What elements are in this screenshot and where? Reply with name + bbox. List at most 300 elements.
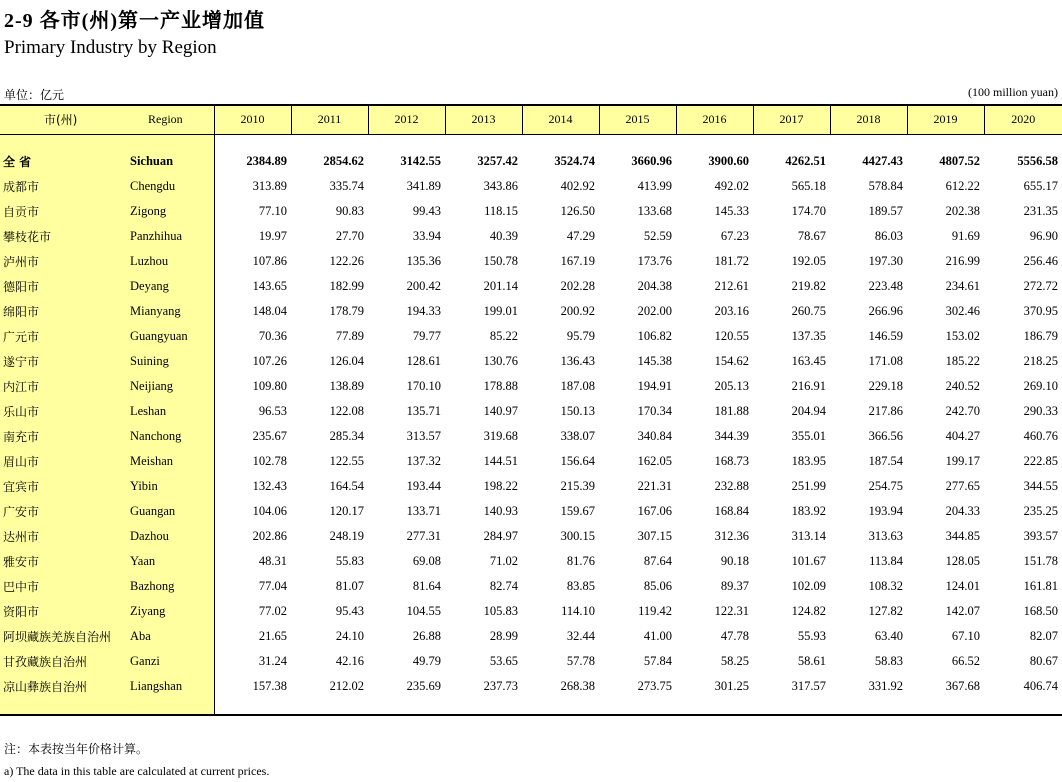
table-row bbox=[0, 349, 1062, 374]
cell-value: 85.22 bbox=[489, 329, 518, 343]
cell-value: 313.14 bbox=[791, 529, 826, 543]
cell-value: 148.04 bbox=[252, 304, 287, 318]
cell-value: 200.92 bbox=[560, 304, 595, 318]
table-row bbox=[0, 324, 1062, 349]
table-row bbox=[0, 649, 1062, 674]
cell-value: 135.71 bbox=[406, 404, 441, 418]
cell-value: 168.84 bbox=[714, 504, 749, 518]
spacer-cell bbox=[214, 699, 291, 715]
spacer-cell bbox=[291, 134, 368, 149]
cell-value: 240.52 bbox=[945, 379, 980, 393]
cell-value: 212.61 bbox=[714, 279, 749, 293]
cell-value: 272.72 bbox=[1023, 279, 1058, 293]
cell-value: 335.74 bbox=[329, 179, 364, 193]
cell-value: 251.99 bbox=[791, 479, 826, 493]
data-table bbox=[0, 104, 1062, 716]
cell-value: 122.08 bbox=[329, 404, 364, 418]
header-region: Region bbox=[128, 105, 214, 134]
cell-value: 133.68 bbox=[637, 204, 672, 218]
cell-region: Deyang bbox=[128, 274, 214, 299]
cell-value: 95.43 bbox=[335, 604, 364, 618]
data-table-container bbox=[0, 104, 1062, 716]
cell-value: 313.57 bbox=[406, 429, 441, 443]
cell-value: 285.34 bbox=[329, 429, 364, 443]
cell-value: 3257.42 bbox=[477, 154, 518, 168]
cell-value: 96.53 bbox=[258, 404, 287, 418]
cell-value: 167.06 bbox=[637, 504, 672, 518]
cell-value: 126.50 bbox=[560, 204, 595, 218]
cell-city: 宜宾市 bbox=[0, 474, 128, 499]
cell-value: 460.76 bbox=[1023, 429, 1058, 443]
cell-value: 58.61 bbox=[797, 654, 826, 668]
cell-value: 82.74 bbox=[489, 579, 518, 593]
cell-value: 96.90 bbox=[1029, 229, 1058, 243]
cell-region: Zigong bbox=[128, 199, 214, 224]
cell-value: 612.22 bbox=[945, 179, 980, 193]
header-year: 2013 bbox=[445, 105, 522, 134]
cell-city: 全 省 bbox=[0, 149, 128, 174]
cell-value: 202.38 bbox=[945, 204, 980, 218]
cell-value: 204.94 bbox=[791, 404, 826, 418]
cell-value: 4807.52 bbox=[939, 154, 980, 168]
cell-value: 109.80 bbox=[252, 379, 287, 393]
cell-region: Dazhou bbox=[128, 524, 214, 549]
cell-value: 413.99 bbox=[637, 179, 672, 193]
cell-value: 186.79 bbox=[1023, 329, 1058, 343]
cell-value: 393.57 bbox=[1023, 529, 1058, 543]
spacer-cell bbox=[0, 699, 128, 715]
cell-value: 132.43 bbox=[252, 479, 287, 493]
page-title-cn: 2-9 各市(州)第一产业增加值 bbox=[4, 10, 265, 32]
cell-value: 183.95 bbox=[791, 454, 826, 468]
header-year: 2018 bbox=[830, 105, 907, 134]
cell-value: 199.17 bbox=[945, 454, 980, 468]
cell-value: 217.86 bbox=[868, 404, 903, 418]
cell-value: 313.63 bbox=[868, 529, 903, 543]
cell-value: 107.86 bbox=[252, 254, 287, 268]
cell-value: 161.81 bbox=[1023, 579, 1058, 593]
cell-value: 124.01 bbox=[945, 579, 980, 593]
cell-value: 81.76 bbox=[566, 554, 595, 568]
cell-value: 102.78 bbox=[252, 454, 287, 468]
cell-value: 202.28 bbox=[560, 279, 595, 293]
cell-value: 102.09 bbox=[791, 579, 826, 593]
spacer-cell bbox=[753, 134, 830, 149]
cell-value: 106.82 bbox=[637, 329, 672, 343]
cell-value: 266.96 bbox=[868, 304, 903, 318]
page-title-en: Primary Industry by Region bbox=[4, 37, 217, 58]
cell-value: 307.15 bbox=[637, 529, 672, 543]
cell-value: 77.04 bbox=[258, 579, 287, 593]
cell-region: Neijiang bbox=[128, 374, 214, 399]
spacer-cell bbox=[128, 134, 214, 149]
spacer-cell bbox=[599, 134, 676, 149]
cell-value: 344.85 bbox=[945, 529, 980, 543]
cell-value: 52.59 bbox=[643, 229, 672, 243]
cell-value: 197.30 bbox=[868, 254, 903, 268]
cell-value: 3142.55 bbox=[400, 154, 441, 168]
cell-value: 366.56 bbox=[868, 429, 903, 443]
cell-value: 256.46 bbox=[1023, 254, 1058, 268]
cell-value: 138.89 bbox=[329, 379, 364, 393]
cell-value: 254.75 bbox=[868, 479, 903, 493]
cell-value: 119.42 bbox=[638, 604, 672, 618]
cell-value: 202.00 bbox=[637, 304, 672, 318]
cell-value: 277.65 bbox=[945, 479, 980, 493]
cell-region: Bazhong bbox=[128, 574, 214, 599]
cell-city: 甘孜藏族自治州 bbox=[0, 649, 128, 674]
cell-value: 90.18 bbox=[720, 554, 749, 568]
cell-value: 135.36 bbox=[406, 254, 441, 268]
cell-value: 67.23 bbox=[720, 229, 749, 243]
cell-value: 338.07 bbox=[560, 429, 595, 443]
cell-value: 340.84 bbox=[637, 429, 672, 443]
cell-value: 133.71 bbox=[406, 504, 441, 518]
cell-value: 28.99 bbox=[489, 629, 518, 643]
table-row bbox=[0, 174, 1062, 199]
cell-value: 331.92 bbox=[868, 679, 903, 693]
cell-value: 234.61 bbox=[945, 279, 980, 293]
cell-city: 巴中市 bbox=[0, 574, 128, 599]
cell-value: 215.39 bbox=[560, 479, 595, 493]
cell-value: 3900.60 bbox=[708, 154, 749, 168]
cell-value: 204.33 bbox=[945, 504, 980, 518]
spacer-cell bbox=[907, 134, 984, 149]
cell-value: 101.67 bbox=[791, 554, 826, 568]
cell-value: 237.73 bbox=[483, 679, 518, 693]
cell-value: 31.24 bbox=[258, 654, 287, 668]
cell-value: 47.29 bbox=[566, 229, 595, 243]
cell-value: 130.76 bbox=[483, 354, 518, 368]
cell-region: Mianyang bbox=[128, 299, 214, 324]
cell-value: 168.73 bbox=[714, 454, 749, 468]
cell-value: 77.02 bbox=[258, 604, 287, 618]
cell-value: 81.64 bbox=[412, 579, 441, 593]
cell-value: 86.03 bbox=[874, 229, 903, 243]
table-row bbox=[0, 374, 1062, 399]
cell-value: 181.72 bbox=[714, 254, 749, 268]
cell-value: 229.18 bbox=[868, 379, 903, 393]
cell-value: 216.99 bbox=[945, 254, 980, 268]
unit-label-cn: 单位：亿元 bbox=[4, 88, 65, 102]
cell-value: 40.39 bbox=[489, 229, 518, 243]
cell-value: 91.69 bbox=[951, 229, 980, 243]
table-row bbox=[0, 524, 1062, 549]
cell-value: 104.55 bbox=[406, 604, 441, 618]
spacer-cell bbox=[830, 699, 907, 715]
spacer-cell bbox=[128, 699, 214, 715]
cell-value: 145.33 bbox=[714, 204, 749, 218]
cell-value: 42.16 bbox=[335, 654, 364, 668]
cell-value: 156.64 bbox=[560, 454, 595, 468]
cell-value: 79.77 bbox=[412, 329, 441, 343]
cell-value: 655.17 bbox=[1023, 179, 1058, 193]
table-row bbox=[0, 624, 1062, 649]
cell-city: 阿坝藏族羌族自治州 bbox=[0, 624, 128, 649]
cell-value: 5556.58 bbox=[1017, 154, 1058, 168]
cell-value: 83.85 bbox=[566, 579, 595, 593]
cell-value: 120.17 bbox=[329, 504, 364, 518]
cell-region: Yaan bbox=[128, 549, 214, 574]
cell-value: 57.84 bbox=[643, 654, 672, 668]
cell-value: 202.86 bbox=[252, 529, 287, 543]
cell-value: 66.52 bbox=[951, 654, 980, 668]
cell-value: 174.70 bbox=[791, 204, 826, 218]
cell-value: 114.10 bbox=[561, 604, 595, 618]
cell-region: Chengdu bbox=[128, 174, 214, 199]
cell-city: 绵阳市 bbox=[0, 299, 128, 324]
header-year: 2015 bbox=[599, 105, 676, 134]
header-city: 市(州) bbox=[0, 105, 128, 134]
cell-city: 泸州市 bbox=[0, 249, 128, 274]
cell-value: 290.33 bbox=[1023, 404, 1058, 418]
cell-value: 63.40 bbox=[874, 629, 903, 643]
cell-value: 203.16 bbox=[714, 304, 749, 318]
cell-value: 32.44 bbox=[566, 629, 595, 643]
cell-value: 140.97 bbox=[483, 404, 518, 418]
header-year: 2016 bbox=[676, 105, 753, 134]
cell-value: 221.31 bbox=[637, 479, 672, 493]
cell-value: 187.54 bbox=[868, 454, 903, 468]
cell-value: 201.14 bbox=[483, 279, 518, 293]
cell-value: 223.48 bbox=[868, 279, 903, 293]
cell-value: 170.10 bbox=[406, 379, 441, 393]
cell-value: 58.83 bbox=[874, 654, 903, 668]
cell-city: 遂宁市 bbox=[0, 349, 128, 374]
cell-region: Ganzi bbox=[128, 649, 214, 674]
table-row bbox=[0, 299, 1062, 324]
cell-value: 151.78 bbox=[1023, 554, 1058, 568]
cell-value: 140.93 bbox=[483, 504, 518, 518]
cell-value: 199.01 bbox=[483, 304, 518, 318]
table-body bbox=[0, 134, 1062, 715]
header-year: 2020 bbox=[984, 105, 1062, 134]
cell-region: Leshan bbox=[128, 399, 214, 424]
cell-value: 41.00 bbox=[643, 629, 672, 643]
cell-value: 58.25 bbox=[720, 654, 749, 668]
table-header-row bbox=[0, 105, 1062, 134]
cell-value: 181.88 bbox=[714, 404, 749, 418]
spacer-cell bbox=[753, 699, 830, 715]
cell-value: 168.50 bbox=[1023, 604, 1058, 618]
cell-value: 167.19 bbox=[560, 254, 595, 268]
footnote-en: a) The data in this table are calculated at current prices. bbox=[4, 764, 270, 778]
footnote-cn: 注：本表按当年价格计算。 bbox=[4, 742, 149, 756]
cell-city: 广元市 bbox=[0, 324, 128, 349]
spacer-cell bbox=[599, 699, 676, 715]
table-row bbox=[0, 249, 1062, 274]
cell-region: Yibin bbox=[128, 474, 214, 499]
table-row bbox=[0, 674, 1062, 699]
cell-value: 189.57 bbox=[868, 204, 903, 218]
spacer-cell bbox=[368, 699, 445, 715]
cell-region: Luzhou bbox=[128, 249, 214, 274]
cell-value: 108.32 bbox=[868, 579, 903, 593]
header-year: 2011 bbox=[291, 105, 368, 134]
cell-value: 107.26 bbox=[252, 354, 287, 368]
cell-value: 231.35 bbox=[1023, 204, 1058, 218]
table-row bbox=[0, 274, 1062, 299]
cell-value: 301.25 bbox=[714, 679, 749, 693]
table-row bbox=[0, 549, 1062, 574]
cell-value: 144.51 bbox=[483, 454, 518, 468]
cell-city: 达州市 bbox=[0, 524, 128, 549]
cell-value: 248.19 bbox=[329, 529, 364, 543]
cell-value: 344.39 bbox=[714, 429, 749, 443]
cell-value: 343.86 bbox=[483, 179, 518, 193]
cell-city: 资阳市 bbox=[0, 599, 128, 624]
cell-value: 2384.89 bbox=[246, 154, 287, 168]
cell-value: 341.89 bbox=[406, 179, 441, 193]
cell-value: 317.57 bbox=[791, 679, 826, 693]
cell-value: 163.45 bbox=[791, 354, 826, 368]
header-year: 2014 bbox=[522, 105, 599, 134]
cell-value: 89.37 bbox=[720, 579, 749, 593]
cell-value: 128.61 bbox=[406, 354, 441, 368]
table-row bbox=[0, 474, 1062, 499]
cell-value: 277.31 bbox=[406, 529, 441, 543]
cell-value: 235.67 bbox=[252, 429, 287, 443]
cell-region: Ziyang bbox=[128, 599, 214, 624]
cell-value: 232.88 bbox=[714, 479, 749, 493]
spacer-cell bbox=[830, 134, 907, 149]
cell-value: 24.10 bbox=[335, 629, 364, 643]
header-year: 2012 bbox=[368, 105, 445, 134]
cell-value: 565.18 bbox=[791, 179, 826, 193]
cell-value: 4262.51 bbox=[785, 154, 826, 168]
cell-value: 19.97 bbox=[258, 229, 287, 243]
cell-value: 205.13 bbox=[714, 379, 749, 393]
cell-value: 162.05 bbox=[637, 454, 672, 468]
cell-value: 80.67 bbox=[1029, 654, 1058, 668]
spacer-cell bbox=[907, 699, 984, 715]
cell-value: 26.88 bbox=[412, 629, 441, 643]
cell-value: 21.65 bbox=[258, 629, 287, 643]
cell-value: 183.92 bbox=[791, 504, 826, 518]
cell-value: 178.79 bbox=[329, 304, 364, 318]
table-row bbox=[0, 399, 1062, 424]
cell-value: 284.97 bbox=[483, 529, 518, 543]
cell-value: 57.78 bbox=[566, 654, 595, 668]
cell-value: 404.27 bbox=[945, 429, 980, 443]
cell-value: 33.94 bbox=[412, 229, 441, 243]
spacer-cell bbox=[291, 699, 368, 715]
cell-value: 367.68 bbox=[945, 679, 980, 693]
cell-value: 105.83 bbox=[483, 604, 518, 618]
cell-value: 235.25 bbox=[1023, 504, 1058, 518]
spacer-cell bbox=[676, 134, 753, 149]
cell-value: 2854.62 bbox=[323, 154, 364, 168]
cell-value: 185.22 bbox=[945, 354, 980, 368]
cell-value: 153.02 bbox=[945, 329, 980, 343]
cell-value: 182.99 bbox=[329, 279, 364, 293]
table-row-total bbox=[0, 149, 1062, 174]
cell-value: 578.84 bbox=[868, 179, 903, 193]
cell-value: 157.38 bbox=[252, 679, 287, 693]
table-row bbox=[0, 224, 1062, 249]
table-row bbox=[0, 424, 1062, 449]
cell-value: 113.84 bbox=[869, 554, 903, 568]
table-row bbox=[0, 499, 1062, 524]
cell-value: 82.07 bbox=[1029, 629, 1058, 643]
cell-value: 406.74 bbox=[1023, 679, 1058, 693]
cell-value: 187.08 bbox=[560, 379, 595, 393]
spacer-cell bbox=[984, 699, 1062, 715]
cell-value: 104.06 bbox=[252, 504, 287, 518]
cell-value: 154.62 bbox=[714, 354, 749, 368]
cell-city: 攀枝花市 bbox=[0, 224, 128, 249]
spacer-cell bbox=[445, 699, 522, 715]
cell-value: 53.65 bbox=[489, 654, 518, 668]
cell-region: Aba bbox=[128, 624, 214, 649]
spacer-row bbox=[0, 699, 1062, 715]
cell-value: 70.36 bbox=[258, 329, 287, 343]
cell-value: 273.75 bbox=[637, 679, 672, 693]
cell-value: 193.94 bbox=[868, 504, 903, 518]
cell-value: 4427.43 bbox=[862, 154, 903, 168]
header-year: 2010 bbox=[214, 105, 291, 134]
cell-value: 136.43 bbox=[560, 354, 595, 368]
cell-city: 眉山市 bbox=[0, 449, 128, 474]
table-row bbox=[0, 574, 1062, 599]
cell-value: 219.82 bbox=[791, 279, 826, 293]
cell-value: 3660.96 bbox=[631, 154, 672, 168]
cell-value: 319.68 bbox=[483, 429, 518, 443]
cell-value: 90.83 bbox=[335, 204, 364, 218]
cell-value: 269.10 bbox=[1023, 379, 1058, 393]
cell-value: 170.34 bbox=[637, 404, 672, 418]
cell-region: Meishan bbox=[128, 449, 214, 474]
cell-region: Liangshan bbox=[128, 674, 214, 699]
cell-value: 49.79 bbox=[412, 654, 441, 668]
cell-value: 99.43 bbox=[412, 204, 441, 218]
cell-value: 67.10 bbox=[951, 629, 980, 643]
cell-value: 355.01 bbox=[791, 429, 826, 443]
table-row bbox=[0, 449, 1062, 474]
cell-value: 344.55 bbox=[1023, 479, 1058, 493]
cell-value: 127.82 bbox=[868, 604, 903, 618]
cell-value: 78.67 bbox=[797, 229, 826, 243]
cell-value: 146.59 bbox=[868, 329, 903, 343]
spacer-cell bbox=[214, 134, 291, 149]
header-year: 2017 bbox=[753, 105, 830, 134]
cell-value: 216.91 bbox=[791, 379, 826, 393]
cell-value: 178.88 bbox=[483, 379, 518, 393]
cell-value: 77.10 bbox=[258, 204, 287, 218]
cell-value: 492.02 bbox=[714, 179, 749, 193]
cell-value: 3524.74 bbox=[554, 154, 595, 168]
cell-value: 194.33 bbox=[406, 304, 441, 318]
cell-value: 77.89 bbox=[335, 329, 364, 343]
spacer-cell bbox=[984, 134, 1062, 149]
cell-city: 广安市 bbox=[0, 499, 128, 524]
cell-value: 142.07 bbox=[945, 604, 980, 618]
cell-value: 402.92 bbox=[560, 179, 595, 193]
cell-value: 55.93 bbox=[797, 629, 826, 643]
cell-value: 212.02 bbox=[329, 679, 364, 693]
cell-value: 122.31 bbox=[714, 604, 749, 618]
cell-value: 137.35 bbox=[791, 329, 826, 343]
spacer-row bbox=[0, 134, 1062, 149]
cell-city: 成都市 bbox=[0, 174, 128, 199]
cell-value: 300.15 bbox=[560, 529, 595, 543]
cell-value: 164.54 bbox=[329, 479, 364, 493]
cell-value: 171.08 bbox=[868, 354, 903, 368]
cell-value: 200.42 bbox=[406, 279, 441, 293]
cell-value: 87.64 bbox=[643, 554, 672, 568]
spacer-cell bbox=[522, 699, 599, 715]
cell-value: 122.55 bbox=[329, 454, 364, 468]
